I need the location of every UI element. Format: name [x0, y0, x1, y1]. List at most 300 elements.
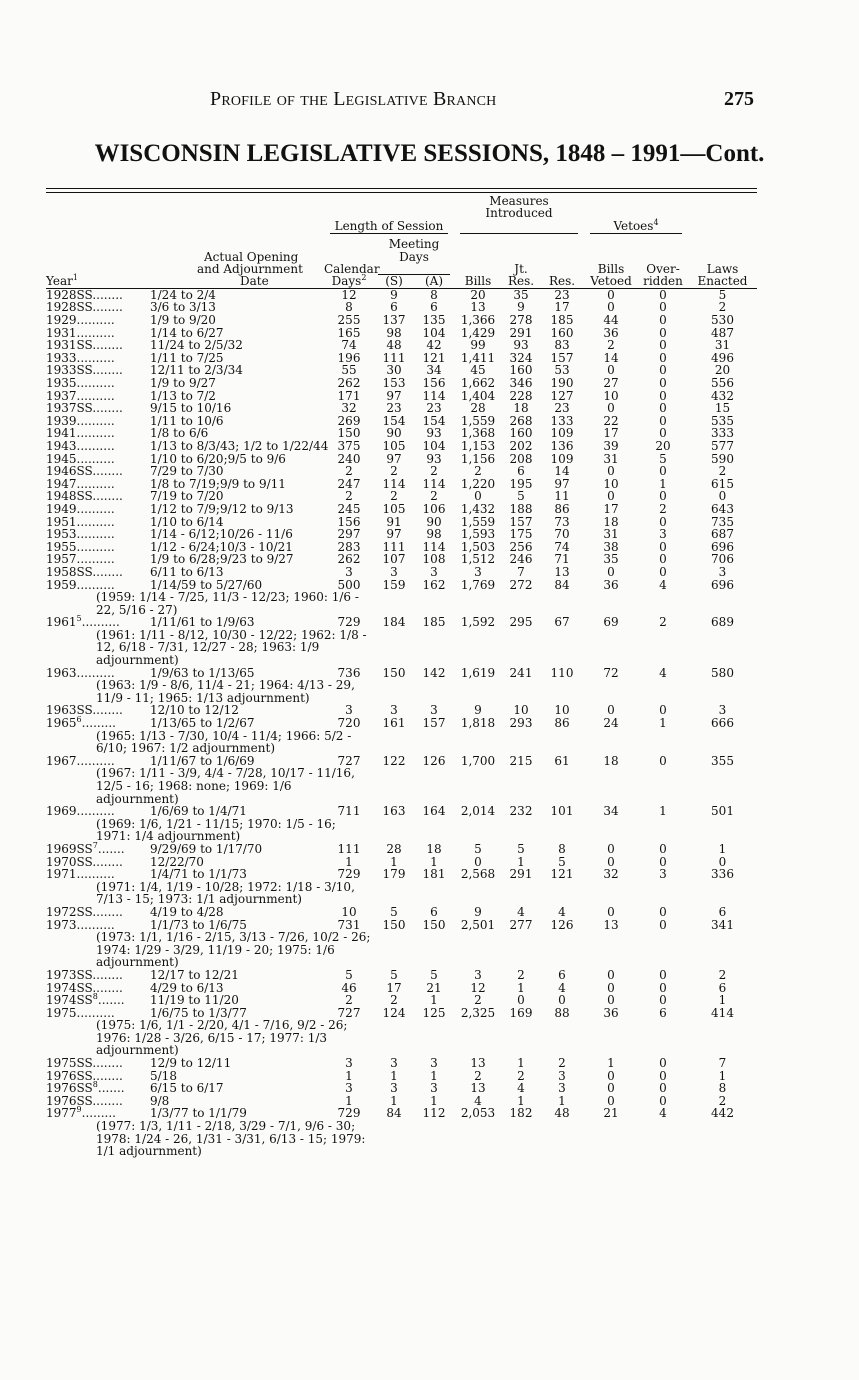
- jt-cell: 324: [509, 350, 533, 365]
- res-cell: 126: [550, 917, 574, 932]
- over-cell: 0: [659, 514, 667, 529]
- vetoed-cell: 0: [607, 904, 615, 919]
- year-text: 1969: [46, 804, 77, 819]
- header-vetoes: Vetoes$^4$: [584, 220, 688, 234]
- res-cell: 3: [558, 1081, 566, 1096]
- bills-cell: 2: [474, 993, 482, 1008]
- vetoed-cell: 18: [603, 753, 619, 768]
- leader-dots: .......: [97, 1081, 125, 1096]
- vetoed-cell: 0: [607, 300, 615, 315]
- a-cell: 6: [430, 904, 438, 919]
- table-row: [46, 402, 757, 415]
- cal-cell: 375: [337, 438, 361, 453]
- bills-cell: 2,501: [460, 917, 496, 932]
- header-jt-res: Res.: [502, 275, 540, 288]
- a-cell: 114: [422, 539, 446, 554]
- year-text: 1935: [46, 376, 77, 390]
- date-cell: 4/29 to 6/13: [150, 980, 224, 995]
- cal-cell: 156: [337, 514, 361, 529]
- leader-dots: ........: [92, 464, 123, 479]
- table-row: [46, 868, 757, 881]
- vetoed-cell: 0: [607, 287, 615, 302]
- date-cell: 12/11 to 2/3/34: [150, 363, 243, 378]
- vetoed-cell: 2: [607, 338, 615, 353]
- res-cell: 71: [554, 552, 570, 567]
- leader-dots: ........: [92, 980, 123, 995]
- table-note-row: [46, 679, 757, 704]
- res-cell: 133: [550, 413, 574, 428]
- over-cell: 0: [659, 967, 667, 982]
- jt-cell: 4: [517, 1081, 525, 1096]
- jt-cell: 1: [517, 1056, 525, 1071]
- vetoed-cell: 13: [603, 917, 619, 932]
- vetoed-cell: 36: [603, 325, 619, 340]
- jt-cell: 291: [509, 325, 533, 340]
- a-cell: 5: [430, 967, 438, 982]
- laws-cell: 580: [711, 665, 734, 680]
- bills-cell: 1,559: [460, 413, 496, 428]
- table-row: [46, 805, 757, 818]
- over-cell: 0: [659, 464, 667, 479]
- session-note: (1959: 1/14 - 7/25, 11/3 - 12/23; 1960: 1/6 - 22, 5/16 - 27): [96, 590, 359, 617]
- running-head: Profile of the Legislative Branch: [210, 88, 497, 110]
- res-cell: 23: [554, 287, 570, 302]
- header-date: Date: [150, 275, 324, 288]
- year-text: 1939: [46, 413, 77, 428]
- over-cell: 2: [659, 501, 667, 516]
- footnote-ref: 5: [76, 614, 82, 624]
- cal-cell: 731: [337, 917, 361, 932]
- jt-cell: 232: [509, 804, 533, 819]
- laws-cell: 414: [711, 1005, 734, 1020]
- jt-cell: 291: [509, 867, 533, 882]
- laws-cell: 2: [718, 464, 727, 479]
- jt-cell: 293: [509, 716, 533, 731]
- a-cell: 181: [422, 867, 446, 882]
- date-cell: 9/8: [150, 1093, 170, 1108]
- cal-cell: 55: [341, 363, 357, 378]
- over-cell: 0: [659, 980, 667, 995]
- page-number: 275: [724, 88, 754, 110]
- bills-cell: 28: [470, 401, 486, 416]
- leader-dots: ..........: [76, 753, 115, 768]
- bills-cell: 1,503: [460, 539, 496, 554]
- leader-dots: ..........: [76, 804, 115, 819]
- a-cell: 135: [422, 313, 446, 328]
- bills-cell: 2,325: [460, 1005, 496, 1020]
- a-cell: 2: [430, 464, 438, 479]
- s-cell: 105: [382, 501, 406, 516]
- a-cell: 90: [426, 514, 442, 529]
- date-cell: 1/11 to 10/6: [150, 413, 224, 428]
- res-cell: 88: [554, 1005, 570, 1020]
- bills-cell: 1,593: [460, 527, 496, 542]
- year-text: 1928SS: [46, 300, 93, 315]
- over-cell: 0: [659, 854, 667, 869]
- over-cell: 0: [659, 363, 667, 378]
- a-cell: 1: [430, 1068, 438, 1083]
- jt-cell: 256: [509, 539, 533, 554]
- header-s: (S): [374, 275, 414, 288]
- session-note: (1971: 1/4, 1/19 - 10/28; 1972: 1/18 - 3/10, 7/13 - 15; 1973: 1/1 adjournment): [96, 879, 355, 907]
- leader-dots: ..........: [76, 501, 115, 516]
- vetoed-cell: 0: [607, 980, 615, 995]
- a-cell: 106: [422, 501, 446, 516]
- year-text: 1973: [46, 917, 77, 932]
- res-cell: 136: [550, 438, 574, 453]
- laws-cell: 20: [714, 363, 731, 378]
- a-cell: 114: [422, 388, 446, 403]
- s-cell: 111: [382, 350, 406, 365]
- session-note: (1969: 1/6, 1/21 - 11/15; 1970: 1/5 - 16; 1971: 1/4 adjournment): [96, 816, 336, 844]
- vetoed-cell: 38: [603, 539, 619, 554]
- res-cell: 185: [550, 313, 574, 328]
- table-note-row: [46, 818, 757, 843]
- over-cell: 0: [659, 1056, 667, 1071]
- over-cell: 2: [659, 615, 667, 630]
- cal-cell: 729: [337, 615, 361, 630]
- s-cell: 105: [382, 438, 406, 453]
- leader-dots: ..........: [76, 552, 115, 567]
- table-note-row: [46, 1120, 757, 1158]
- table-row: [46, 465, 757, 478]
- cal-cell: 297: [337, 527, 361, 542]
- table-row: [46, 440, 757, 453]
- header-length-of-session: Length of Session: [324, 220, 454, 234]
- year-text: 1958SS: [46, 564, 93, 579]
- date-cell: 1/11/67 to 1/6/69: [150, 753, 255, 768]
- laws-cell: 530: [711, 313, 734, 328]
- leader-dots: ..........: [76, 350, 115, 365]
- laws-cell: 501: [711, 804, 734, 819]
- header-overridden-2: ridden: [638, 275, 688, 288]
- jt-cell: 1: [517, 1093, 525, 1108]
- bills-cell: 13: [470, 1081, 486, 1096]
- over-cell: 3: [659, 527, 667, 542]
- res-cell: 160: [550, 325, 574, 340]
- vetoed-cell: 34: [603, 804, 619, 819]
- cal-cell: 8: [345, 300, 353, 315]
- bills-cell: 1,818: [460, 716, 496, 731]
- s-cell: 137: [382, 313, 406, 328]
- over-cell: 0: [659, 841, 667, 856]
- laws-cell: 615: [711, 476, 734, 491]
- laws-cell: 643: [711, 501, 734, 516]
- year-text: 1937SS: [46, 401, 93, 416]
- jt-cell: 272: [509, 577, 533, 592]
- table-note-row: [46, 629, 757, 667]
- date-cell: 4/19 to 4/28: [150, 904, 224, 919]
- table-row: [46, 616, 757, 629]
- over-cell: 0: [659, 426, 667, 441]
- res-cell: 101: [550, 804, 574, 819]
- jt-cell: 9: [517, 300, 525, 315]
- res-cell: 74: [554, 539, 570, 554]
- cal-cell: 736: [337, 665, 361, 680]
- res-cell: 10: [554, 703, 570, 718]
- jt-cell: 5: [517, 489, 525, 504]
- date-cell: 7/19 to 7/20: [150, 489, 224, 504]
- bills-cell: 2,053: [460, 1106, 496, 1121]
- year-text: 1933: [46, 350, 77, 365]
- s-cell: 153: [382, 376, 406, 390]
- leader-dots: ........: [92, 904, 123, 919]
- s-cell: 97: [386, 527, 402, 542]
- jt-cell: 208: [509, 451, 533, 466]
- vetoed-cell: 36: [603, 577, 619, 592]
- cal-cell: 720: [337, 716, 361, 731]
- bills-cell: 20: [470, 287, 486, 302]
- leader-dots: ..........: [76, 867, 115, 882]
- leader-dots: ..........: [76, 539, 115, 554]
- over-cell: 20: [655, 438, 671, 453]
- session-note: (1977: 1/3, 1/11 - 2/18, 3/29 - 7/1, 9/6 - 30; 1978: 1/24 - 26, 1/31 - 3/31, 6/13 - 15; 1979: 1/1 adjournment): [96, 1119, 366, 1159]
- year-text: 1931SS: [46, 338, 93, 353]
- a-cell: 18: [426, 841, 442, 856]
- a-cell: 1: [430, 854, 438, 869]
- s-cell: 150: [382, 917, 406, 932]
- a-cell: 8: [430, 287, 438, 302]
- cal-cell: 2: [345, 993, 353, 1008]
- vetoed-cell: 18: [603, 514, 619, 529]
- date-cell: 6/11 to 6/13: [150, 564, 224, 579]
- year-text: 1928SS: [46, 287, 93, 302]
- cal-cell: 165: [337, 325, 361, 340]
- a-cell: 125: [422, 1005, 446, 1020]
- over-cell: 4: [659, 665, 667, 680]
- a-cell: 23: [426, 401, 442, 416]
- jt-cell: 175: [509, 527, 533, 542]
- date-cell: 1/10 to 6/20;9/5 to 9/6: [150, 451, 286, 466]
- cal-cell: 500: [337, 577, 361, 592]
- year-text: 1957: [46, 552, 77, 567]
- res-cell: 121: [550, 867, 574, 882]
- s-cell: 23: [386, 401, 402, 416]
- s-cell: 6: [390, 300, 398, 315]
- vetoed-cell: 0: [607, 564, 615, 579]
- over-cell: 0: [659, 300, 667, 315]
- over-cell: 0: [659, 338, 667, 353]
- table-row: [46, 1057, 757, 1070]
- year-text: 1941: [46, 426, 77, 441]
- vetoed-cell: 31: [603, 527, 619, 542]
- jt-cell: 182: [509, 1106, 533, 1121]
- bills-cell: 0: [474, 489, 482, 504]
- bills-cell: 2: [474, 464, 482, 479]
- s-cell: 3: [390, 1056, 398, 1071]
- footnote-ref: 8: [92, 992, 98, 1002]
- cal-cell: 240: [337, 451, 361, 466]
- date-cell: 1/6/75 to 1/3/77: [150, 1005, 247, 1020]
- session-note: (1963: 1/9 - 8/6, 11/4 - 21; 1964: 4/13 - 29, 11/9 - 11; 1965: 1/13 adjournment): [96, 678, 355, 705]
- vetoed-cell: 0: [607, 967, 615, 982]
- laws-cell: 687: [711, 527, 734, 542]
- year-text: 1933SS: [46, 363, 93, 378]
- a-cell: 162: [422, 577, 446, 592]
- cal-cell: 3: [345, 1056, 353, 1071]
- header-measures-underline: [454, 220, 584, 234]
- a-cell: 104: [422, 438, 446, 453]
- year-text: 1974SS: [46, 980, 93, 995]
- bills-cell: 1,411: [460, 350, 496, 365]
- date-cell: 1/9 to 9/20: [150, 313, 216, 328]
- bills-cell: 1,404: [460, 388, 496, 403]
- vetoed-cell: 1: [607, 1056, 615, 1071]
- a-cell: 108: [422, 552, 446, 567]
- over-cell: 1: [659, 716, 667, 731]
- top-rule-2: [46, 192, 757, 193]
- bills-cell: 9: [474, 703, 482, 718]
- table-note-row: [46, 767, 757, 805]
- year-text: 1937: [46, 388, 77, 403]
- year-text: 1970SS: [46, 854, 93, 869]
- res-cell: 84: [554, 577, 570, 592]
- s-cell: 3: [390, 703, 398, 718]
- year-text: 1963: [46, 665, 77, 680]
- leader-dots: ..........: [76, 413, 115, 428]
- res-cell: 2: [558, 1056, 566, 1071]
- bills-cell: 1,592: [460, 615, 496, 630]
- vetoed-cell: 0: [607, 363, 615, 378]
- over-cell: 0: [659, 376, 667, 390]
- a-cell: 34: [426, 363, 442, 378]
- bills-cell: 13: [470, 300, 486, 315]
- a-cell: 3: [430, 1081, 438, 1096]
- table-note-row: [46, 730, 757, 755]
- over-cell: 0: [659, 904, 667, 919]
- table-row: [46, 377, 757, 390]
- cal-cell: 74: [341, 338, 357, 353]
- laws-cell: 689: [711, 615, 734, 630]
- bills-cell: 1,662: [460, 376, 496, 390]
- year-cell: [46, 868, 150, 881]
- session-note: (1973: 1/1, 1/16 - 2/15, 3/13 - 7/26, 10/2 - 26; 1974: 1/29 - 3/29, 11/19 - 20; 1975: 1/6 adjournment): [96, 930, 371, 970]
- over-cell: 1: [659, 804, 667, 819]
- session-note: (1961: 1/11 - 8/12, 10/30 - 12/22; 1962: 1/8 - 12, 6/18 - 7/31, 12/27 - 28; 1963: 1/9 adjournment): [96, 627, 367, 668]
- header-year: Year$^1$: [46, 275, 150, 288]
- s-cell: 1: [390, 1068, 398, 1083]
- jt-cell: 10: [513, 703, 529, 718]
- year-text: 1948SS: [46, 489, 93, 504]
- bills-cell: 13: [470, 1056, 486, 1071]
- a-cell: 112: [422, 1106, 446, 1121]
- cal-cell: 283: [337, 539, 361, 554]
- leader-dots: ........: [92, 564, 123, 579]
- date-cell: 11/24 to 2/5/32: [150, 338, 243, 353]
- year-text: 1967: [46, 753, 77, 768]
- s-cell: 90: [386, 426, 402, 441]
- jt-cell: 5: [517, 841, 525, 856]
- vetoed-cell: 0: [607, 703, 615, 718]
- leader-dots: ..........: [76, 514, 115, 529]
- year-text: 1961: [46, 615, 77, 630]
- over-cell: 0: [659, 753, 667, 768]
- s-cell: 159: [382, 577, 406, 592]
- cal-cell: 3: [345, 564, 353, 579]
- over-cell: 0: [659, 413, 667, 428]
- bills-cell: 9: [474, 904, 482, 919]
- footnote-ref: 6: [76, 715, 82, 725]
- cal-cell: 2: [345, 464, 353, 479]
- table-note-row: [46, 931, 757, 969]
- s-cell: 30: [386, 363, 402, 378]
- leader-dots: ..........: [76, 665, 115, 680]
- res-cell: 13: [554, 564, 570, 579]
- page-title: WISCONSIN LEGISLATIVE SESSIONS, 1848 – 1991—Cont.: [94, 140, 765, 167]
- header-jt: Jt.: [514, 262, 528, 277]
- date-cell: 1/1/73 to 1/6/75: [150, 917, 247, 932]
- cal-cell: 255: [337, 313, 361, 328]
- jt-cell: 157: [509, 514, 533, 529]
- date-cell: 3/6 to 3/13: [150, 300, 216, 315]
- year-text: 1976SS: [46, 1081, 93, 1096]
- leader-dots: .......: [97, 993, 125, 1008]
- table-row: [46, 717, 757, 730]
- table-row: [46, 314, 757, 327]
- jt-cell: 241: [509, 665, 533, 680]
- leader-dots: ........: [92, 854, 123, 869]
- cal-cell: 2: [345, 489, 353, 504]
- a-cell: 93: [426, 426, 442, 441]
- a-cell: 114: [422, 476, 446, 491]
- vetoed-cell: 31: [603, 451, 619, 466]
- over-cell: 0: [659, 1068, 667, 1083]
- sessions-table: [46, 195, 757, 1158]
- s-cell: 122: [382, 753, 406, 768]
- over-cell: 0: [659, 1093, 667, 1108]
- year-cell: [46, 717, 150, 730]
- leader-dots: ........: [92, 401, 123, 416]
- leader-dots: ........: [92, 338, 123, 353]
- laws-cell: 333: [711, 426, 734, 441]
- year-text: 1972SS: [46, 904, 93, 919]
- header-days: Days$^2$: [324, 275, 374, 288]
- a-cell: 126: [422, 753, 446, 768]
- year-text: 1947: [46, 476, 77, 491]
- s-cell: 98: [386, 325, 402, 340]
- leader-dots: ..........: [76, 438, 115, 453]
- over-cell: 0: [659, 350, 667, 365]
- date-cell: 1/13/65 to 1/2/67: [150, 716, 255, 731]
- jt-cell: 2: [517, 1068, 525, 1083]
- s-cell: 3: [390, 564, 398, 579]
- table-row: [46, 969, 757, 982]
- bills-cell: 4: [474, 1093, 482, 1108]
- bills-cell: 12: [470, 980, 486, 995]
- a-cell: 2: [430, 489, 438, 504]
- bills-cell: 1,368: [460, 426, 496, 441]
- header-bills: Bills: [454, 275, 502, 288]
- res-cell: 67: [554, 615, 570, 630]
- table-note-row: [46, 881, 757, 906]
- jt-cell: 6: [517, 464, 525, 479]
- over-cell: 3: [659, 867, 667, 882]
- laws-cell: 2: [718, 300, 727, 315]
- vetoed-cell: 0: [607, 1081, 615, 1096]
- vetoed-cell: 0: [607, 464, 615, 479]
- vetoed-cell: 27: [603, 376, 619, 390]
- a-cell: 142: [422, 665, 446, 680]
- laws-cell: 3: [718, 703, 727, 718]
- laws-cell: 2: [718, 967, 727, 982]
- over-cell: 0: [659, 401, 667, 416]
- cal-cell: 196: [337, 350, 361, 365]
- bills-cell: 1,220: [460, 476, 496, 491]
- over-cell: 0: [659, 917, 667, 932]
- res-cell: 109: [550, 426, 574, 441]
- laws-cell: 336: [711, 867, 734, 882]
- jt-cell: 160: [509, 426, 533, 441]
